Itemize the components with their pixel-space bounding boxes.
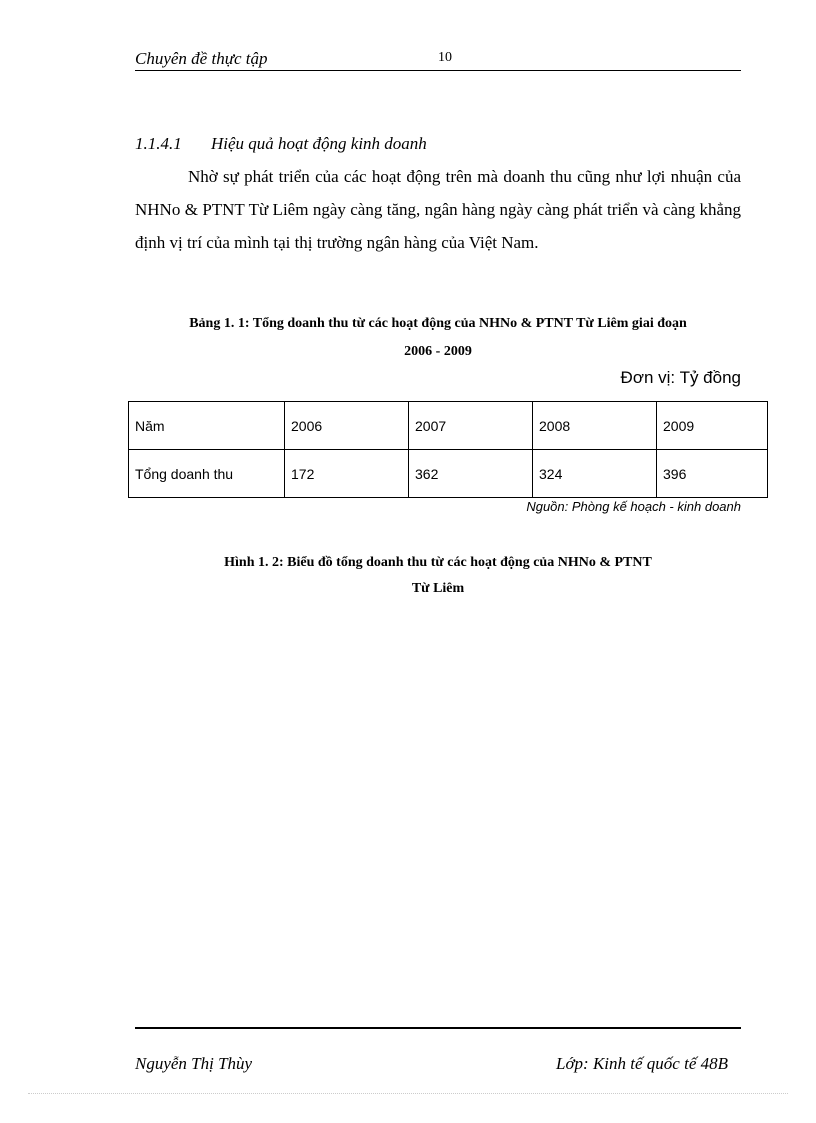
header-title: Chuyên đề thực tập [135, 49, 268, 68]
table-caption-line1: Bảng 1. 1: Tổng doanh thu từ các hoạt động của NHNo & PTNT Từ Liêm giai đoạn [189, 316, 687, 331]
unit-label: Đơn vị: Tỷ đồng [620, 368, 741, 387]
table-caption-line2: 2006 - 2009 [404, 344, 472, 359]
table-source: Nguồn: Phòng kế hoạch - kinh doanh [526, 499, 741, 514]
header-rule [135, 70, 741, 71]
figure-caption-line1: Hình 1. 2: Biểu đồ tổng doanh thu từ các hoạt động của NHNo & PTNT [224, 555, 652, 570]
table-value-cell: 362 [409, 450, 533, 498]
section-title: Hiệu quả hoạt động kinh doanh [211, 134, 427, 153]
footer-class: Lớp: Kinh tế quốc tế 48B [556, 1054, 728, 1073]
table-row [129, 450, 768, 498]
footer-author: Nguyễn Thị Thùy [135, 1054, 253, 1073]
body-paragraph: Nhờ sự phát triển của các hoạt động trên mà doanh thu cũng như lợi nhuận của NHNo & PTNT Từ Liêm ngày càng tăng, ngân hàng ngày càng phát triển và càng khẳng định vị trí của mình tại thị trường ngân hàng của Việt Nam. [135, 167, 741, 252]
footer-rule [135, 1027, 741, 1029]
table-value-cell: 324 [533, 450, 657, 498]
table-row [129, 402, 768, 450]
table-year-cell: 2008 [533, 402, 657, 450]
table-caption [135, 310, 741, 366]
table-header-label: Năm [129, 402, 285, 450]
figure-caption-line2: Từ Liêm [411, 581, 465, 596]
figure-caption [135, 550, 741, 602]
table-year-cell: 2006 [285, 402, 409, 450]
revenue-table [128, 401, 768, 498]
table-year-cell: 2009 [657, 402, 768, 450]
table-row-label: Tổng doanh thu [129, 450, 285, 498]
page-number: 10 [438, 50, 452, 65]
table-value-cell: 172 [285, 450, 409, 498]
table-year-cell: 2007 [409, 402, 533, 450]
section-number: 1.1.4.1 [135, 134, 182, 153]
section-heading [135, 134, 427, 154]
table-value-cell: 396 [657, 450, 768, 498]
page-bottom-border [28, 1093, 788, 1094]
